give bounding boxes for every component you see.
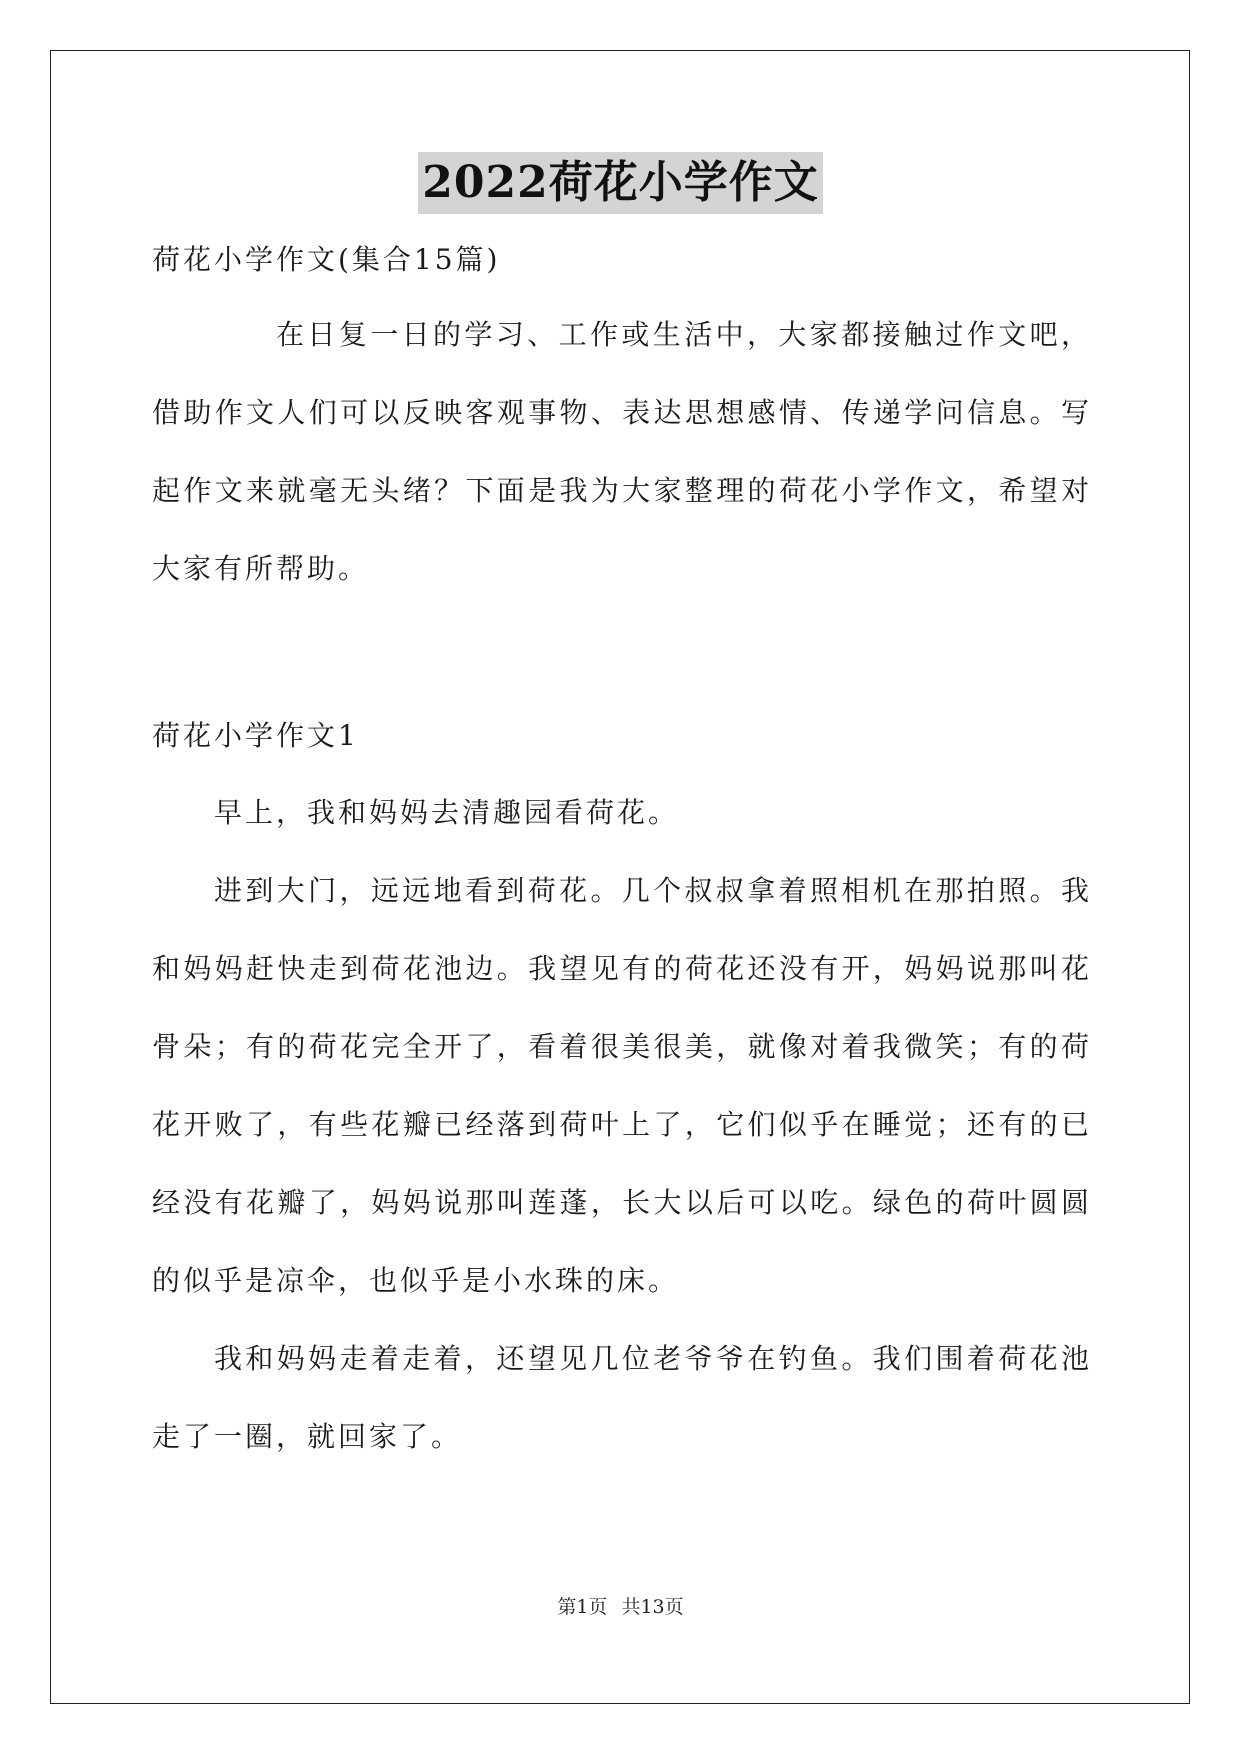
body-paragraph: 早上，我和妈妈去清趣园看荷花。 [214, 796, 680, 829]
page-number: 第1页 [557, 1596, 608, 1618]
intro-paragraph: 在日复一日的学习、工作或生活中，大家都接触过作文吧，借助作文人们可以反映客观事物、表达思想感情、传递学问信息。写起作文来就毫无头绪？下面是我为大家整理的荷花小学作文，希望对大家有所帮助。 [152, 318, 1092, 585]
body-paragraph: 进到大门，远远地看到荷花。几个叔叔拿着照相机在那拍照。我和妈妈赶快走到荷花池边。我望见有的荷花还没有开，妈妈说那叫花骨朵；有的荷花完全开了，看着很美很美，就像对着我微笑；有的荷花开败了，有些花瓣已经落到荷叶上了，它们似乎在睡觉；还有的已经没有花瓣了，妈妈说那叫莲蓬，长大以后可以吃。绿色的荷叶圆圆的似乎是凉伞，也似乎是小水珠的床。 [152, 874, 1092, 1297]
document-body [152, 236, 1092, 1476]
title-container [0, 152, 1241, 214]
section-heading: 荷花小学作文1 [152, 719, 359, 752]
page-footer [0, 1592, 1241, 1619]
document-title: 2022荷花小学作文 [418, 152, 822, 214]
body-paragraph: 我和妈妈走着走着，还望见几位老爷爷在钓鱼。我们围着荷花池走了一圈，就回家了。 [152, 1342, 1092, 1453]
page-total: 共13页 [621, 1596, 684, 1618]
document-subtitle: 荷花小学作文(集合15篇) [152, 243, 501, 276]
